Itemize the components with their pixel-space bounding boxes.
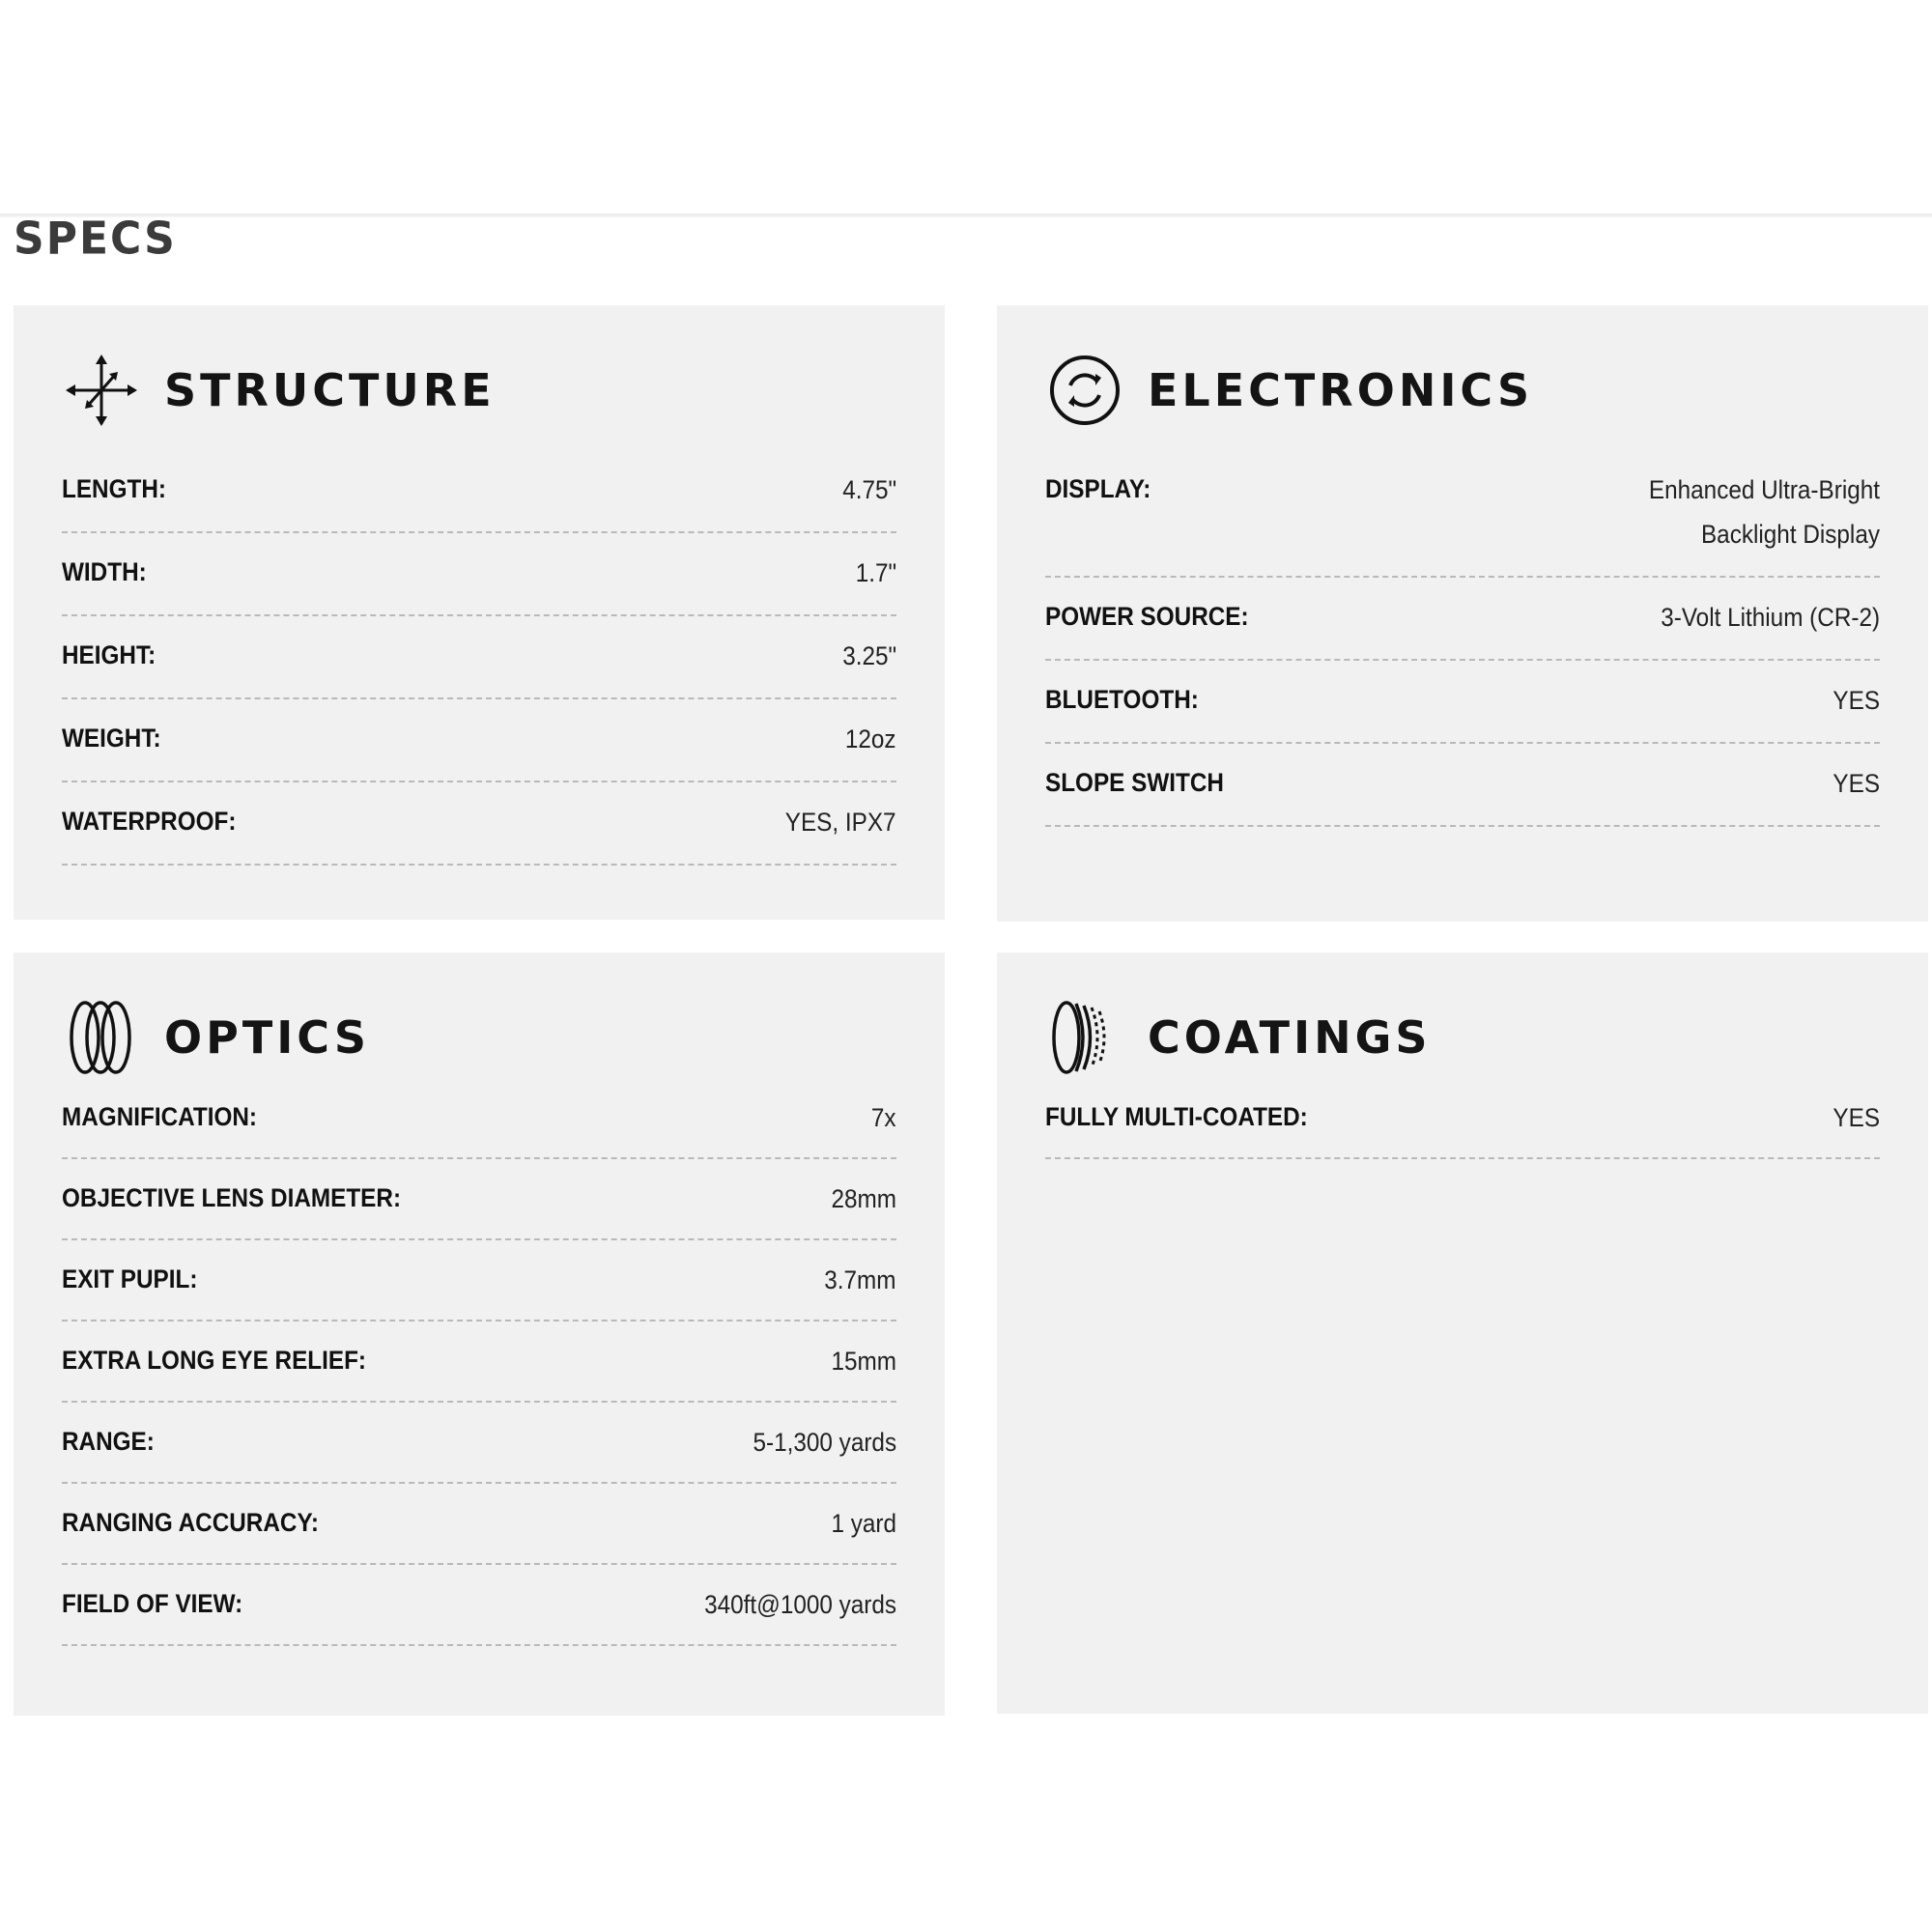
coated-lens-icon (1045, 998, 1124, 1077)
spec-label: POWER SOURCE: (1045, 602, 1249, 631)
spec-label: DISPLAY: (1045, 474, 1151, 503)
electronics-header (1045, 352, 1533, 429)
spec-row-width (62, 533, 896, 616)
spec-label: EXIT PUPIL: (62, 1264, 198, 1293)
spec-row-range (62, 1403, 896, 1484)
spec-label: EXTRA LONG EYE RELIEF: (62, 1346, 367, 1375)
spec-label: WATERPROOF: (62, 807, 237, 836)
spec-value: 3.7mm (824, 1265, 896, 1294)
spec-row-display (1045, 450, 1880, 578)
spec-row-ranging-accuracy (62, 1484, 896, 1565)
spec-value: YES (1833, 686, 1880, 715)
spec-value: 12oz (845, 724, 896, 753)
coatings-title: COATINGS (1148, 1011, 1432, 1064)
top-divider (0, 213, 1932, 217)
move-arrows-icon (62, 351, 141, 430)
structure-spec-list (62, 450, 896, 866)
coatings-panel (997, 952, 1928, 1714)
electronics-panel (997, 305, 1928, 922)
spec-value: 3-Volt Lithium (CR-2) (1661, 603, 1880, 632)
spec-label: MAGNIFICATION: (62, 1102, 258, 1131)
spec-row-eye-relief (62, 1321, 896, 1403)
spec-row-fully-multi-coated (1045, 1078, 1880, 1159)
structure-header (62, 352, 496, 429)
spec-label: SLOPE SWITCH (1045, 768, 1224, 797)
spec-row-magnification (62, 1078, 896, 1159)
spec-value: 7x (871, 1103, 896, 1132)
spec-value: 28mm (831, 1184, 896, 1213)
spec-row-field-of-view (62, 1565, 896, 1646)
coatings-spec-list (1045, 1078, 1880, 1159)
electronics-title: ELECTRONICS (1148, 364, 1534, 416)
spec-value: 4.75" (842, 475, 896, 504)
spec-label: HEIGHT: (62, 640, 156, 669)
electronics-spec-list (1045, 450, 1880, 827)
spec-value: 5-1,300 yards (753, 1428, 896, 1457)
spec-label: BLUETOOTH: (1045, 685, 1199, 714)
refresh-circle-icon (1045, 351, 1124, 430)
spec-row-weight (62, 699, 896, 782)
optics-spec-list (62, 1078, 896, 1646)
spec-value: 15mm (831, 1347, 896, 1376)
spec-label: WIDTH: (62, 557, 147, 586)
spec-value: 3.25" (842, 641, 896, 670)
spec-value: 1 yard (831, 1509, 896, 1538)
spec-value: 1.7" (855, 558, 896, 587)
spec-value: YES (1833, 1103, 1880, 1132)
spec-label: FULLY MULTI-COATED: (1045, 1102, 1308, 1131)
spec-row-objective-lens (62, 1159, 896, 1240)
spec-label: LENGTH: (62, 474, 166, 503)
spec-row-length (62, 450, 896, 533)
spec-value: YES (1833, 769, 1880, 798)
spec-row-slope-switch (1045, 744, 1880, 827)
spec-value: Enhanced Ultra-Bright Backlight Display (1648, 475, 1880, 549)
optics-panel (14, 952, 945, 1716)
lens-rings-icon (62, 998, 141, 1077)
spec-row-exit-pupil (62, 1240, 896, 1321)
coatings-header (1045, 999, 1432, 1076)
spec-value: 340ft@1000 yards (704, 1590, 896, 1619)
optics-title: OPTICS (164, 1011, 371, 1064)
page-title: SPECS (14, 213, 177, 266)
spec-label: FIELD OF VIEW: (62, 1589, 243, 1618)
spec-row-waterproof (62, 782, 896, 866)
structure-title: STRUCTURE (164, 364, 496, 416)
spec-label: RANGE: (62, 1427, 155, 1456)
spec-row-power-source (1045, 578, 1880, 661)
optics-header (62, 999, 370, 1076)
spec-label: WEIGHT: (62, 724, 161, 753)
spec-value: YES, IPX7 (785, 808, 896, 837)
spec-label: RANGING ACCURACY: (62, 1508, 319, 1537)
spec-row-height (62, 616, 896, 699)
structure-panel (14, 305, 945, 920)
spec-row-bluetooth (1045, 661, 1880, 744)
spec-label: OBJECTIVE LENS DIAMETER: (62, 1183, 402, 1212)
